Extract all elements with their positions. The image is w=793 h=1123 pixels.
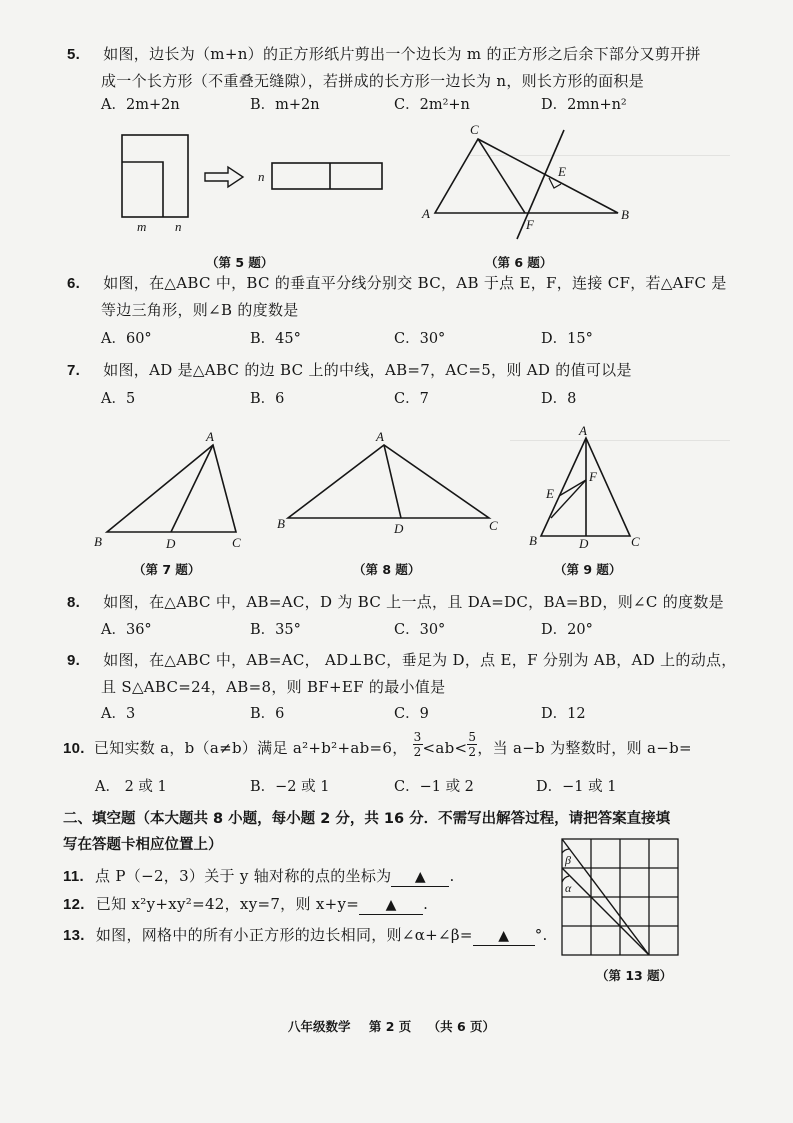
q9-option-d: D．12: [541, 706, 586, 722]
q9-line2: 且 S△ABC=24，AB=8，则 BF+EF 的最小值是: [101, 678, 446, 696]
q5-option-c: C．2m²+n: [394, 97, 470, 113]
figure-7: [93, 428, 263, 553]
q11-end: .: [449, 867, 455, 885]
q5-text-1: 如图，边长为（m+n）的正方形纸片剪出一个边长为 m 的正方形之后余下部分又剪开拼: [103, 45, 701, 63]
q11-answer-blank[interactable]: [391, 867, 449, 887]
q9-option-c: C．9: [394, 706, 429, 722]
q6-number: 6.: [67, 275, 81, 292]
q10-option-b: B．−2 或 1: [250, 779, 330, 795]
q8-option-d: D．20°: [541, 622, 593, 638]
q7-caption: （第 7 题）: [133, 562, 201, 577]
q13-caption: （第 13 题）: [596, 968, 673, 983]
q8-number: 8.: [67, 594, 81, 611]
fig9-label-a: A: [579, 423, 587, 438]
fig9-label-e: E: [546, 486, 554, 501]
q7-option-d: D．8: [541, 391, 577, 407]
q9-text-1: 如图，在△ABC 中，AB=AC， AD⊥BC，垂足为 D，点 E，F 分别为 AB，AD 上的动点，: [103, 651, 737, 669]
q10-fraction-1: [413, 730, 423, 759]
q12-line: [63, 894, 428, 915]
footer-subject: 八年级数学: [288, 1019, 351, 1034]
q13-blank-marker: ▲: [498, 928, 510, 944]
q7-option-c: C．7: [394, 391, 429, 407]
fig8-label-c: C: [489, 518, 498, 533]
fig9-label-c: C: [631, 534, 640, 549]
fig7-label-d: D: [166, 536, 176, 551]
q8-option-a: A．36°: [101, 622, 152, 638]
q10-option-d: D．−1 或 1: [536, 779, 617, 795]
footer-total: （共 6 页）: [427, 1019, 496, 1034]
q9-caption: （第 9 题）: [554, 562, 622, 577]
fig6-label-b: B: [621, 207, 629, 222]
q12-number: 12.: [63, 896, 85, 913]
figure-8: [277, 428, 507, 553]
fig6-label-a: A: [422, 206, 430, 221]
q8-line1: [67, 592, 724, 613]
q13-answer-blank[interactable]: [473, 926, 535, 946]
q13-line: [63, 925, 548, 946]
fig13-label-alpha: α: [565, 881, 572, 895]
fig9-label-f: F: [589, 469, 597, 484]
q6-line1: [67, 273, 727, 294]
q12-text: 已知 x²y+xy²=42，xy=7，则 x+y=: [95, 895, 360, 913]
q7-text-1: 如图，AD 是△ABC 的边 BC 上的中线，AB=7，AC=5，则 AD 的值可以是: [103, 361, 632, 379]
q7-line1: [67, 360, 632, 381]
q6-line2: 等边三角形，则∠B 的度数是: [101, 301, 299, 319]
q10-frac1-num: 3: [413, 729, 422, 744]
fig5-label-m: m: [137, 219, 147, 234]
fig8-label-b: B: [277, 516, 285, 531]
q8-option-b: B．35°: [250, 622, 301, 638]
q5-option-a: A．2m+2n: [101, 97, 180, 113]
q11-line: [63, 866, 455, 887]
fig5-label-n-bottom: n: [175, 219, 182, 234]
q12-blank-marker: ▲: [385, 897, 397, 913]
fig5-label-n-side: n: [258, 169, 265, 184]
q11-number: 11.: [63, 868, 84, 885]
q5-number: 5.: [67, 46, 81, 63]
q10-frac2-num: 5: [468, 729, 477, 744]
fig9-label-b: B: [529, 533, 537, 548]
section-2-heading-line1: 二、填空题（本大题共 8 小题，每小题 2 分，共 16 分．不需写出解答过程，请把答案直接填: [63, 811, 671, 827]
fig6-label-e: E: [558, 164, 566, 179]
q10-text-mid: <ab<: [422, 739, 468, 757]
q10-frac2-den: 2: [468, 744, 477, 759]
q9-line1: [67, 650, 737, 671]
figure-9: [529, 420, 643, 551]
fig7-label-b: B: [94, 534, 102, 549]
q13-end: °.: [534, 926, 548, 944]
q8-option-c: C．30°: [394, 622, 446, 638]
fig7-label-a: A: [206, 429, 214, 444]
figure-6: [420, 122, 640, 252]
q5-option-b: B．m+2n: [250, 97, 320, 113]
q9-option-a: A．3: [101, 706, 136, 722]
fig6-label-c: C: [470, 122, 479, 137]
q8-caption: （第 8 题）: [353, 562, 421, 577]
q11-text: 点 P（−2，3）关于 y 轴对称的点的坐标为: [95, 867, 392, 885]
fig8-label-a: A: [376, 429, 384, 444]
q12-end: .: [423, 895, 429, 913]
q7-number: 7.: [67, 362, 81, 379]
q10-text-a: 已知实数 a，b（a≠b）满足 a²+b²+ab=6，: [93, 739, 408, 757]
q8-text-1: 如图，在△ABC 中，AB=AC，D 为 BC 上一点，且 DA=DC，BA=BD，则∠C 的度数是: [103, 593, 724, 611]
q5-caption: （第 5 题）: [206, 255, 274, 270]
q6-caption: （第 6 题）: [485, 255, 553, 270]
q5-line2: 成一个长方形（不重叠无缝隙），若拼成的长方形一边长为 n，则长方形的面积是: [101, 72, 645, 90]
fig13-label-beta: β: [565, 853, 571, 867]
q6-option-a: A．60°: [101, 331, 152, 347]
q10-fraction-2: [467, 730, 477, 759]
fig6-label-f: F: [526, 217, 534, 232]
q12-answer-blank[interactable]: [359, 895, 423, 915]
q10-option-c: C．−1 或 2: [394, 779, 474, 795]
section-2-heading-line2: 写在答题卡相应位置上）: [63, 837, 223, 853]
q5-option-d: D．2mn+n²: [541, 97, 627, 113]
q10-text-b: ，当 a−b 为整数时，则 a−b=: [477, 739, 692, 757]
q13-text: 如图，网格中的所有小正方形的边长相同，则∠α+∠β=: [95, 926, 473, 944]
q11-blank-marker: ▲: [414, 869, 426, 885]
q6-option-c: C．30°: [394, 331, 446, 347]
fig8-label-d: D: [394, 521, 404, 536]
q9-option-b: B．6: [250, 706, 285, 722]
fig7-label-c: C: [232, 535, 241, 550]
q6-text-1: 如图，在△ABC 中，BC 的垂直平分线分别交 BC，AB 于点 E，F，连接 CF，若△AFC 是: [103, 274, 727, 292]
q10-option-a: A． 2 或 1: [95, 779, 167, 795]
figure-13-grid: [561, 838, 681, 958]
q10-line1: [63, 729, 692, 778]
q6-option-d: D．15°: [541, 331, 593, 347]
q7-option-a: A．5: [101, 391, 136, 407]
q7-option-b: B．6: [250, 391, 285, 407]
q5-line1: [67, 44, 701, 65]
footer-page: 第 2 页: [368, 1019, 412, 1034]
q10-frac1-den: 2: [413, 744, 422, 759]
q10-number: 10.: [63, 740, 85, 757]
page-footer: [288, 1017, 495, 1035]
figure-5: [115, 125, 395, 245]
q9-number: 9.: [67, 652, 81, 669]
q6-option-b: B．45°: [250, 331, 301, 347]
q13-number: 13.: [63, 927, 85, 944]
fig9-label-d: D: [579, 536, 589, 551]
